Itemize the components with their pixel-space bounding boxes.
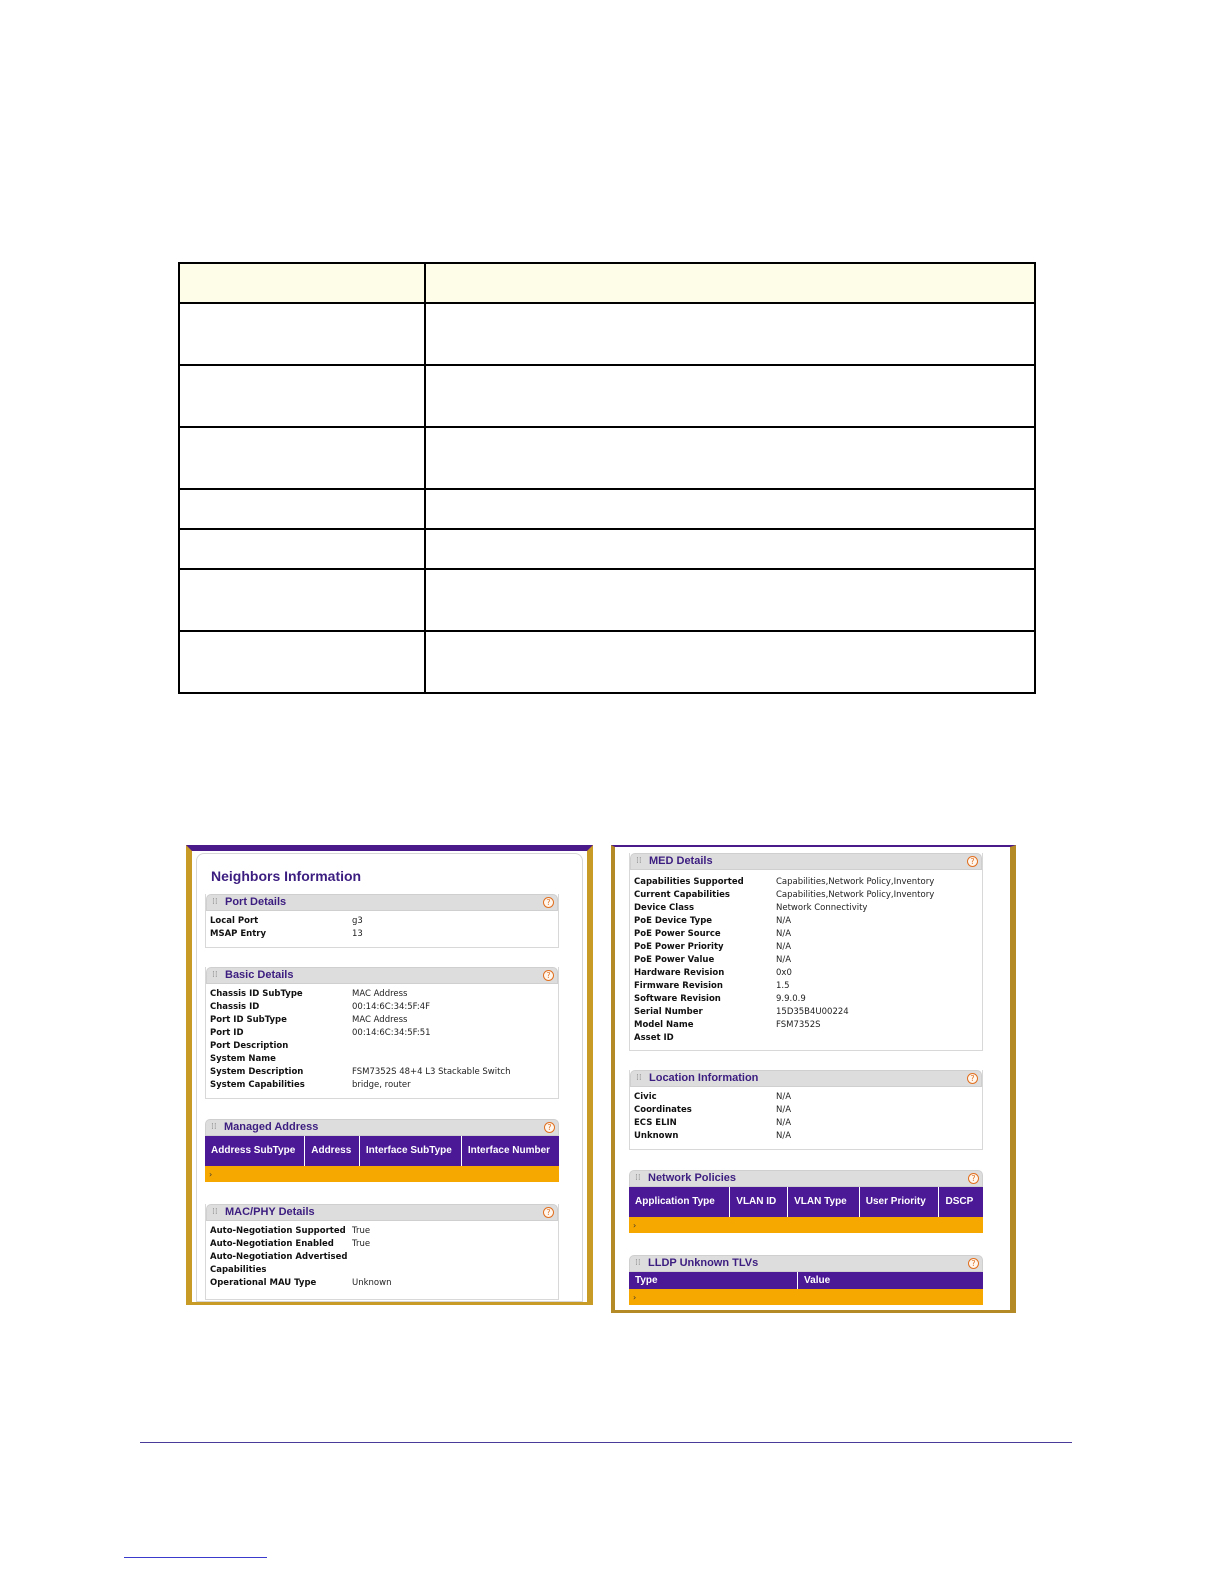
location-information-section	[629, 1070, 983, 1150]
mac-phy-details-section	[205, 1204, 559, 1300]
kv-row	[630, 994, 982, 1007]
field-value: True	[352, 1239, 371, 1249]
field-label: ECS ELIN	[634, 1118, 677, 1128]
network-policies-section	[629, 1170, 983, 1236]
section-header	[630, 853, 982, 870]
table-row	[179, 631, 1035, 693]
kv-row	[630, 929, 982, 942]
field-value: True	[352, 1226, 371, 1236]
section-title: Network Policies	[648, 1172, 737, 1184]
field-value: FSM7352S 48+4 L3 Stackable Switch	[352, 1067, 511, 1077]
section-header	[205, 1119, 559, 1136]
table-row[interactable]	[629, 1217, 983, 1233]
table-header-row	[179, 263, 1035, 303]
section-header	[206, 1204, 558, 1221]
table-cell	[425, 631, 1035, 693]
section-title: Port Details	[225, 896, 287, 908]
kv-row	[206, 1278, 558, 1291]
kv-row	[630, 877, 982, 890]
grip-icon: ⁞⁞	[212, 970, 218, 980]
med-details-screenshot	[611, 845, 1016, 1313]
field-value: 13	[352, 929, 363, 939]
section-header	[629, 1255, 983, 1272]
field-value: N/A	[776, 929, 792, 939]
kv-row	[206, 916, 558, 929]
field-label: System Name	[210, 1054, 276, 1064]
kv-row	[630, 1007, 982, 1020]
help-icon[interactable]: ?	[544, 1122, 555, 1133]
column-header[interactable]: Value	[798, 1272, 983, 1289]
kv-row	[206, 1067, 558, 1080]
help-icon[interactable]: ?	[967, 856, 978, 867]
field-label: Auto-Negotiation Enabled	[210, 1239, 334, 1249]
table-cell	[179, 303, 425, 365]
table-cell	[179, 631, 425, 693]
field-label: Auto-Negotiation Supported	[210, 1226, 346, 1236]
field-label: PoE Power Source	[634, 929, 721, 939]
table-cell	[425, 489, 1035, 529]
help-icon[interactable]: ?	[543, 1207, 554, 1218]
field-label: Unknown	[634, 1131, 679, 1141]
port-details-section	[205, 894, 559, 948]
kv-row	[630, 1118, 982, 1131]
column-header[interactable]: Address	[305, 1136, 360, 1166]
field-value: N/A	[776, 955, 792, 965]
field-label: Current Capabilities	[634, 890, 730, 900]
kv-row	[630, 1092, 982, 1105]
field-label: Capabilities	[210, 1265, 267, 1275]
table-cell	[179, 263, 425, 303]
column-header[interactable]: Interface SubType	[359, 1136, 461, 1166]
table-row[interactable]	[205, 1166, 559, 1182]
footer-link-underline[interactable]	[124, 1557, 267, 1558]
page-title: Neighbors Information	[211, 868, 362, 884]
field-value: 1.5	[776, 981, 790, 991]
kv-row	[206, 1226, 558, 1239]
grip-icon: ⁞⁞	[635, 1258, 641, 1268]
field-value: N/A	[776, 942, 792, 952]
table-cell	[179, 427, 425, 489]
kv-row	[630, 890, 982, 903]
field-label: Port ID SubType	[210, 1015, 287, 1025]
field-value: N/A	[776, 1118, 792, 1128]
document-table	[178, 262, 1036, 694]
kv-row	[206, 1054, 558, 1067]
field-label: Chassis ID	[210, 1002, 260, 1012]
help-icon[interactable]: ?	[543, 897, 554, 908]
grip-icon: ⁞⁞	[211, 1122, 217, 1132]
row-marker: ›	[629, 1289, 983, 1305]
field-label: Chassis ID SubType	[210, 989, 303, 999]
field-value: 00:14:6C:34:5F:51	[352, 1028, 431, 1038]
field-value: Capabilities,Network Policy,Inventory	[776, 877, 935, 887]
grip-icon: ⁞⁞	[212, 1207, 218, 1217]
kv-row	[206, 929, 558, 942]
kv-row	[206, 1265, 558, 1278]
section-title: MAC/PHY Details	[225, 1206, 315, 1218]
grip-icon: ⁞⁞	[636, 856, 642, 866]
table-row	[179, 427, 1035, 489]
field-value: N/A	[776, 916, 792, 926]
field-value: bridge, router	[352, 1080, 411, 1090]
key-value-list	[206, 984, 558, 1093]
column-header[interactable]: DSCP	[939, 1187, 983, 1217]
field-label: Civic	[634, 1092, 657, 1102]
kv-row	[206, 1002, 558, 1015]
table-cell	[179, 489, 425, 529]
grip-icon: ⁞⁞	[635, 1173, 641, 1183]
field-value: N/A	[776, 1105, 792, 1115]
table-row	[179, 569, 1035, 631]
table-row	[179, 303, 1035, 365]
content-panel	[196, 853, 583, 1302]
key-value-list	[206, 1221, 558, 1291]
table-row	[179, 365, 1035, 427]
grip-icon: ⁞⁞	[636, 1073, 642, 1083]
table-cell	[179, 569, 425, 631]
kv-row	[630, 916, 982, 929]
table-cell	[425, 263, 1035, 303]
kv-row	[630, 1105, 982, 1118]
kv-row	[206, 1239, 558, 1252]
field-label: PoE Power Value	[634, 955, 715, 965]
kv-row	[630, 903, 982, 916]
row-marker: ›	[629, 1217, 983, 1233]
field-label: Software Revision	[634, 994, 721, 1004]
section-title: Managed Address	[224, 1121, 319, 1133]
field-value: Capabilities,Network Policy,Inventory	[776, 890, 935, 900]
footer-divider	[140, 1442, 1072, 1443]
help-icon[interactable]: ?	[968, 1173, 979, 1184]
kv-row	[206, 1041, 558, 1054]
column-header[interactable]: VLAN Type	[788, 1187, 860, 1217]
field-label: Operational MAU Type	[210, 1278, 317, 1288]
field-value: 0x0	[776, 968, 792, 978]
help-icon[interactable]: ?	[968, 1258, 979, 1269]
field-value: MAC Address	[352, 1015, 408, 1025]
section-title: MED Details	[649, 855, 713, 867]
field-label: Local Port	[210, 916, 259, 926]
kv-row	[206, 1080, 558, 1093]
column-header[interactable]: Application Type	[629, 1187, 730, 1217]
column-header[interactable]: VLAN ID	[730, 1187, 788, 1217]
field-label: Coordinates	[634, 1105, 692, 1115]
field-label: MSAP Entry	[210, 929, 267, 939]
column-header[interactable]: Interface Number	[461, 1136, 559, 1166]
field-label: Port Description	[210, 1041, 289, 1051]
field-label: PoE Device Type	[634, 916, 713, 926]
field-value: FSM7352S	[776, 1020, 821, 1030]
help-icon[interactable]: ?	[543, 970, 554, 981]
field-value: N/A	[776, 1131, 792, 1141]
lldp-unknown-tlvs-section	[629, 1255, 983, 1309]
table-cell	[425, 569, 1035, 631]
field-value: 00:14:6C:34:5F:4F	[352, 1002, 431, 1012]
help-icon[interactable]: ?	[967, 1073, 978, 1084]
kv-row	[630, 955, 982, 968]
managed-address-section	[205, 1119, 559, 1185]
kv-row	[630, 1020, 982, 1033]
field-label: System Capabilities	[210, 1080, 305, 1090]
field-value: 9.9.0.9	[776, 994, 806, 1004]
kv-row	[630, 942, 982, 955]
kv-row	[630, 981, 982, 994]
section-header	[629, 1170, 983, 1187]
grip-icon: ⁞⁞	[212, 897, 218, 907]
table-cell	[179, 365, 425, 427]
section-title: Location Information	[649, 1072, 759, 1084]
column-header[interactable]: User Priority	[859, 1187, 939, 1217]
key-value-list	[630, 1087, 982, 1144]
kv-row	[206, 989, 558, 1002]
kv-row	[630, 1131, 982, 1144]
field-value: g3	[352, 916, 363, 926]
key-value-list	[206, 911, 558, 942]
section-title: Basic Details	[225, 969, 294, 981]
kv-row	[206, 1252, 558, 1265]
field-label: System Description	[210, 1067, 304, 1077]
network-policies-table	[629, 1187, 983, 1233]
section-title: LLDP Unknown TLVs	[648, 1257, 759, 1269]
column-header[interactable]: Address SubType	[205, 1136, 305, 1166]
field-label: Firmware Revision	[634, 981, 723, 991]
field-value: N/A	[776, 1092, 792, 1102]
table-cell	[425, 529, 1035, 569]
kv-row	[630, 1033, 982, 1046]
section-header	[206, 894, 558, 911]
field-label: Device Class	[634, 903, 695, 913]
kv-row	[206, 1028, 558, 1041]
field-label: PoE Power Priority	[634, 942, 724, 952]
field-label: Model Name	[634, 1020, 694, 1030]
table-cell	[179, 529, 425, 569]
table-cell	[425, 365, 1035, 427]
field-value: MAC Address	[352, 989, 408, 999]
med-details-section	[629, 853, 983, 1051]
table-cell	[425, 427, 1035, 489]
table-row[interactable]	[629, 1289, 983, 1305]
column-header[interactable]: Type	[629, 1272, 798, 1289]
field-label: Hardware Revision	[634, 968, 725, 978]
section-header	[206, 967, 558, 984]
kv-row	[206, 1015, 558, 1028]
managed-address-table	[205, 1136, 559, 1182]
field-label: Serial Number	[634, 1007, 703, 1017]
table-cell	[425, 303, 1035, 365]
table-row	[179, 489, 1035, 529]
neighbors-information-screenshot	[186, 845, 593, 1305]
field-label: Auto-Negotiation Advertised	[210, 1252, 348, 1262]
basic-details-section	[205, 967, 559, 1099]
section-header	[630, 1070, 982, 1087]
field-label: Port ID	[210, 1028, 244, 1038]
field-value: Unknown	[352, 1278, 392, 1288]
field-value: Network Connectivity	[776, 903, 868, 913]
kv-row	[630, 968, 982, 981]
field-label: Asset ID	[634, 1033, 674, 1043]
row-marker: ›	[205, 1166, 559, 1182]
field-label: Capabilities Supported	[634, 877, 744, 887]
lldp-unknown-tlvs-table	[629, 1272, 983, 1305]
key-value-list	[630, 870, 982, 1046]
field-value: 15D35B4U00224	[776, 1007, 849, 1017]
table-row	[179, 529, 1035, 569]
